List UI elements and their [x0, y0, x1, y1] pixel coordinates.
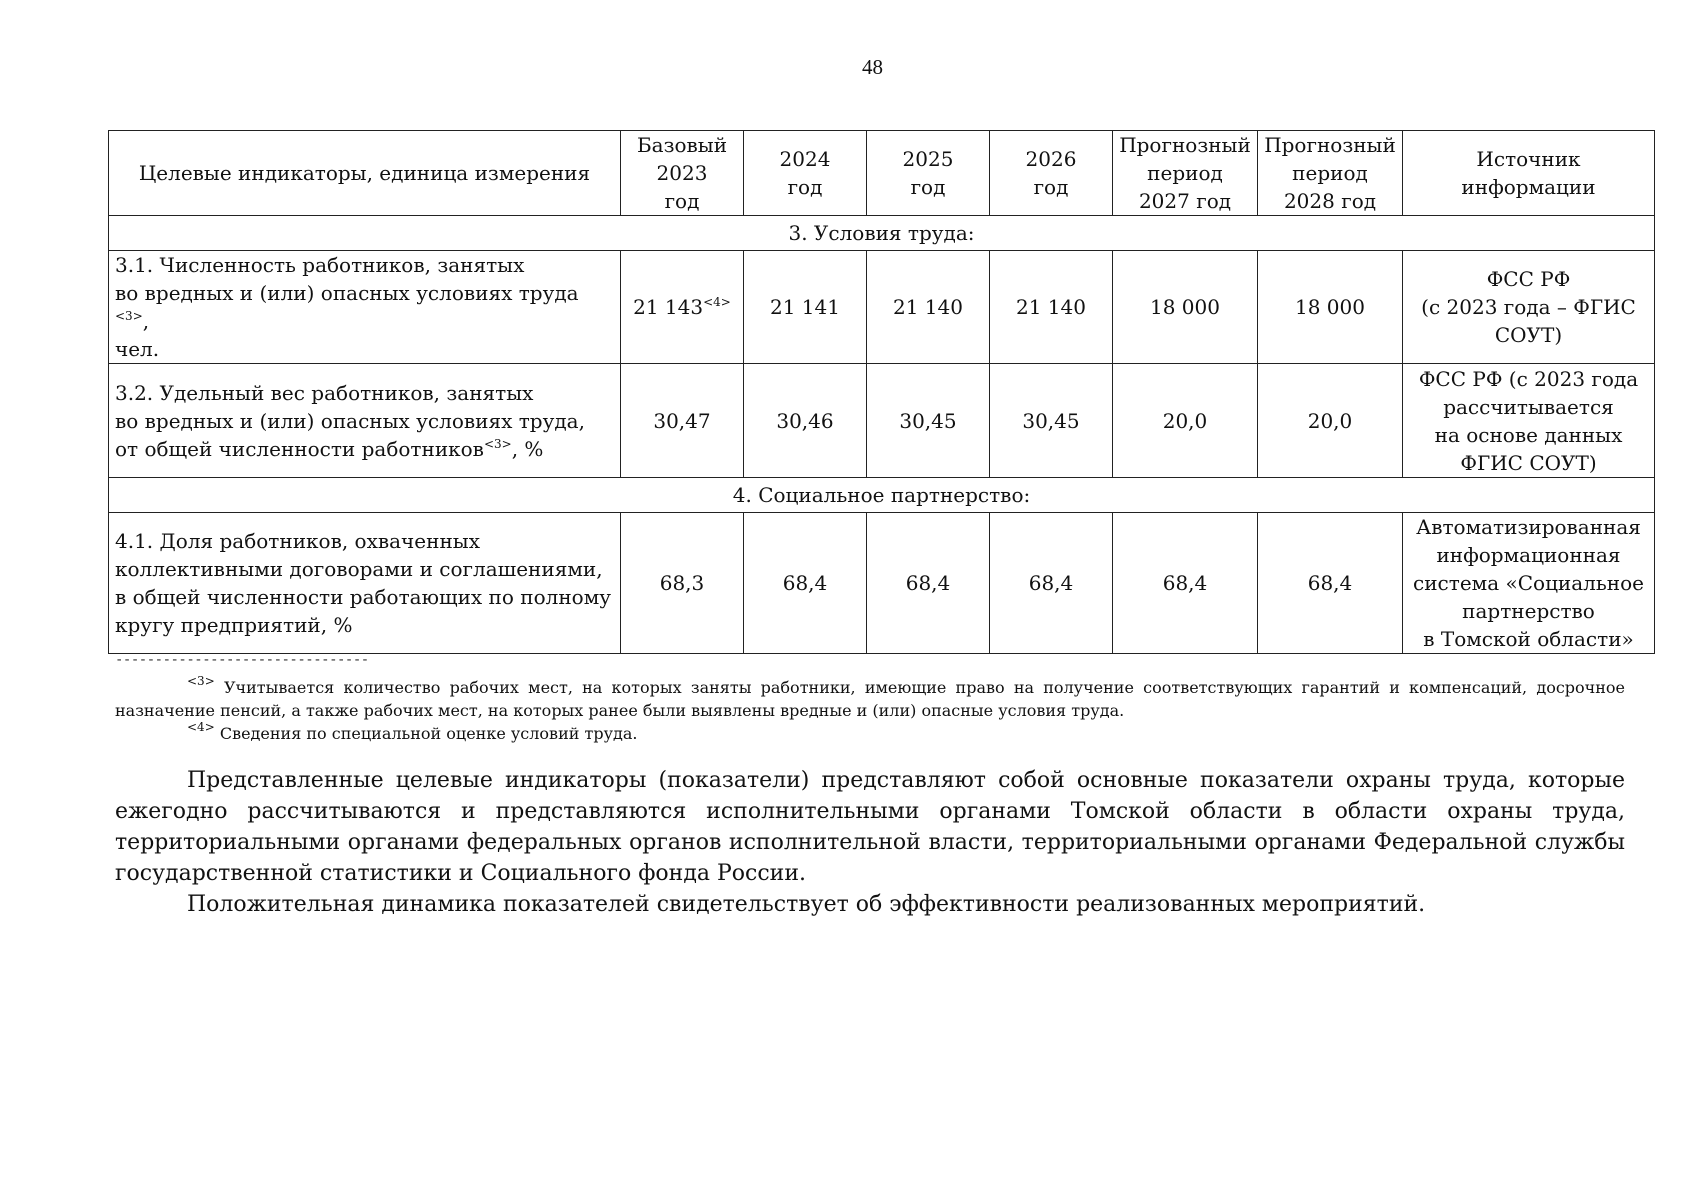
- header-forecast-2027: Прогнозный период 2027 год: [1113, 131, 1258, 216]
- indicators-table: [108, 130, 1655, 654]
- header-base-2023: Базовый 2023 год: [621, 131, 744, 216]
- indicator-label: 3.1. Численность работников, занятых во вредных и (или) опасных условиях труда $^{<3>}$, чел.: [109, 251, 621, 364]
- value-cell: 21 $143^{<4>}$: [621, 251, 744, 364]
- paragraph: Представленные целевые индикаторы (показатели) представляют собой основные показатели охраны труда, которые ежегодно рассчитываются и представляются исполнительными органами Томской области в области охраны труда, территориальными органами федеральных органов исполнительной власти, территориальными органами Федеральной службы государственной статистики и Социального фонда России.: [115, 768, 1625, 886]
- table-row: [109, 513, 1655, 654]
- header-2025: 2025 год: [867, 131, 990, 216]
- value-cell: 30,47: [621, 364, 744, 478]
- footnote-ref: <4>: [703, 295, 731, 309]
- source-cell: ФСС РФ (с 2023 года – ФГИС СОУТ): [1403, 251, 1655, 364]
- value-cell: 18 000: [1113, 251, 1258, 364]
- page-number: 48: [862, 55, 883, 79]
- body-text: [115, 765, 1625, 920]
- value-cell: 20,0: [1113, 364, 1258, 478]
- footnote-ref: <3>: [483, 436, 512, 451]
- value-cell: 21 140: [990, 251, 1113, 364]
- section-title: 3. Условия труда:: [109, 216, 1655, 251]
- header-forecast-2028: Прогнозный период 2028 год: [1258, 131, 1403, 216]
- indicator-label: 3.2. Удельный вес работников, занятых во вредных и (или) опасных условиях труда, от общей численности работников$^{<3>}$, %: [109, 364, 621, 478]
- header-2024: 2024 год: [744, 131, 867, 216]
- source-cell: Автоматизированная информационная система «Социальное партнерство в Томской области»: [1403, 513, 1655, 654]
- section-row-working-conditions: [109, 216, 1655, 251]
- value-cell: 68,4: [867, 513, 990, 654]
- value-cell: 21 141: [744, 251, 867, 364]
- footnote-mark: <4>: [187, 720, 215, 734]
- header-2026: 2026 год: [990, 131, 1113, 216]
- value-cell: 68,4: [744, 513, 867, 654]
- section-title: 4. Социальное партнерство:: [109, 478, 1655, 513]
- value-cell: 30,45: [990, 364, 1113, 478]
- section-row-social-partnership: [109, 478, 1655, 513]
- header-source: Источник информации: [1403, 131, 1655, 216]
- value-cell: 68,4: [990, 513, 1113, 654]
- footnote-separator: --------------------------------: [115, 652, 369, 668]
- value-cell: 68,4: [1258, 513, 1403, 654]
- header-indicator: Целевые индикаторы, единица измерения: [109, 131, 621, 216]
- footnote-ref: <3>: [115, 309, 143, 323]
- value-cell: 30,45: [867, 364, 990, 478]
- source-cell: ФСС РФ (с 2023 года рассчитывается на основе данных ФГИС СОУТ): [1403, 364, 1655, 478]
- value-cell: 30,46: [744, 364, 867, 478]
- table-row: [109, 364, 1655, 478]
- value-cell: 68,3: [621, 513, 744, 654]
- footnote-4: $^{<4>}$ Сведения по специальной оценке условий труда.: [187, 720, 638, 743]
- value-cell: 20,0: [1258, 364, 1403, 478]
- value-cell: 68,4: [1113, 513, 1258, 654]
- table-row: [109, 251, 1655, 364]
- table-header-row: [109, 131, 1655, 216]
- indicator-label: 4.1. Доля работников, охваченных коллективными договорами и соглашениями, в общей численности работающих по полному кругу предприятий, %: [109, 513, 621, 654]
- paragraph: Положительная динамика показателей свидетельствует об эффективности реализованных мероприятий.: [187, 892, 1426, 917]
- value-cell: 18 000: [1258, 251, 1403, 364]
- footnotes: [115, 676, 1625, 745]
- footnote-mark: <3>: [187, 674, 215, 688]
- footnote-3: $^{<3>}$ Учитывается количество рабочих мест, на которых заняты работники, имеющие право на получение соответствующих гарантий и компенсаций, досрочное назначение пенсий, а также рабочих мест, на которых ранее были выявлены вредные и (или) опасные условия труда.: [115, 674, 1625, 720]
- value-cell: 21 140: [867, 251, 990, 364]
